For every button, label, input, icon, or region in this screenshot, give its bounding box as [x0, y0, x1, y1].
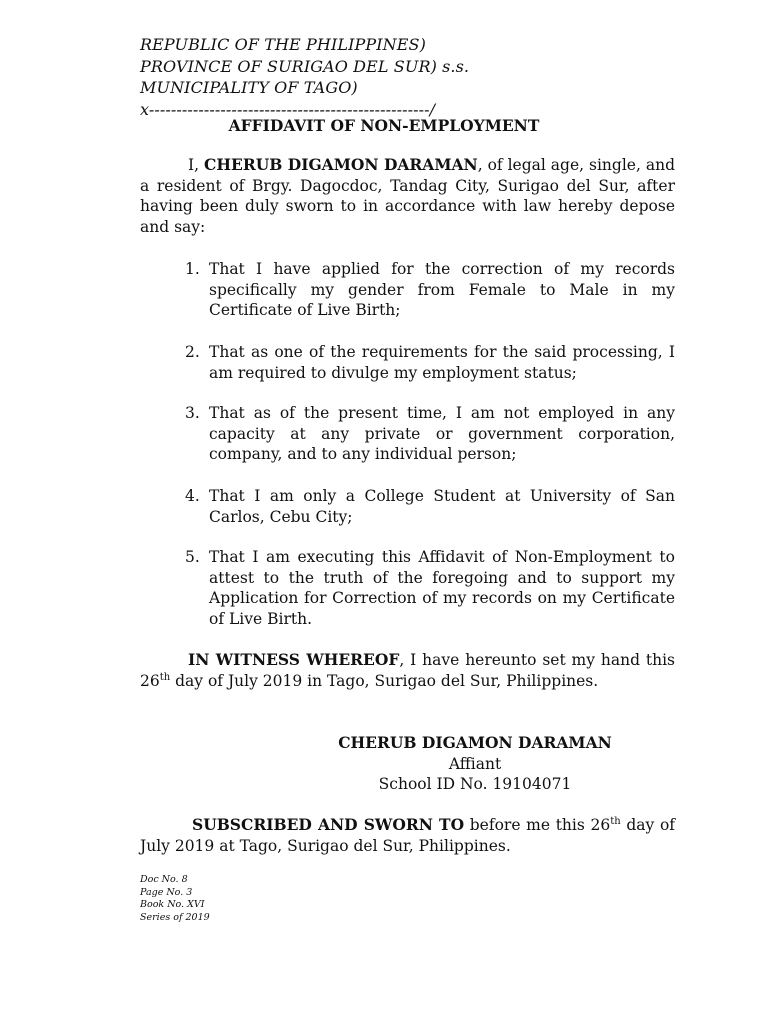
- intro-paragraph: [140, 155, 675, 237]
- header-province: PROVINCE OF SURIGAO DEL SUR) s.s.: [140, 56, 470, 76]
- item-number: 1.: [185, 260, 200, 278]
- signature-role: Affiant: [448, 754, 502, 773]
- sworn-heading: SUBSCRIBED AND SWORN TO: [192, 815, 465, 834]
- book-number: Book No. XVI: [140, 899, 205, 910]
- list-item: [185, 547, 675, 629]
- witness-heading: IN WITNESS WHEREOF: [188, 650, 400, 669]
- signature-name: CHERUB DIGAMON DARAMAN: [338, 733, 612, 752]
- document-title: AFFIDAVIT OF NON-EMPLOYMENT: [228, 116, 540, 135]
- sworn-text-continued: day of July 2019 at Tago, Surigao del Sur, Philippines.: [140, 816, 676, 855]
- witness-text-continued: day of July 2019 in Tago, Surigao del Sur, Philippines.: [170, 671, 599, 690]
- item-number: 4.: [185, 487, 200, 505]
- doc-number: Doc No. 8: [140, 874, 188, 885]
- page-number: Page No. 3: [140, 886, 193, 898]
- header-separator: x---------------------------------------------------/: [140, 99, 436, 119]
- affiant-name: CHERUB DIGAMON DARAMAN: [204, 155, 478, 174]
- item-text: That as one of the requirements for the said processing, I am required to divulge my employment status;: [209, 343, 675, 382]
- item-text: That I am executing this Affidavit of Non-Employment to attest to the truth of the foregoing and to support my Application for Correction of my records on my Certificate of Live Birth.: [209, 548, 675, 628]
- witness-ordinal: th: [159, 671, 171, 683]
- notarial-register: [140, 874, 210, 924]
- item-text: That as of the present time, I am not employed in any capacity at any private or government corporation, company, and to any individual person;: [209, 404, 675, 463]
- list-item: [185, 342, 675, 383]
- sworn-ordinal: th: [610, 815, 621, 827]
- list-item: [185, 403, 675, 465]
- list-item: [185, 259, 675, 321]
- signature-block: [300, 733, 650, 795]
- jurisdiction-header: [140, 34, 469, 120]
- item-text: That I am only a College Student at University of San Carlos, Cebu City;: [209, 487, 675, 526]
- item-number: 3.: [185, 404, 200, 422]
- series-year: Series of 2019: [140, 911, 210, 923]
- header-municipality: MUNICIPALITY OF TAGO): [140, 78, 358, 97]
- item-number: 5.: [185, 548, 200, 566]
- witness-text: , I have hereunto set my hand this 26: [140, 651, 675, 690]
- witness-paragraph: [140, 650, 675, 691]
- sworn-paragraph: [140, 815, 675, 856]
- list-item: [185, 486, 675, 527]
- intro-text: , of legal age, single, and a resident of Brgy. Dagocdoc, Tandag City, Surigao del Sur, after having been duly sworn to in accordance with law hereby depose and say:: [140, 156, 675, 236]
- item-number: 2.: [185, 343, 200, 361]
- intro-prefix: I,: [188, 156, 200, 174]
- item-text: That I have applied for the correction of my records specifically my gender from Female to Male in my Certificate of Live Birth;: [209, 260, 675, 319]
- header-republic: REPUBLIC OF THE PHILIPPINES): [140, 35, 426, 54]
- signature-school-id: School ID No. 19104071: [378, 775, 572, 793]
- sworn-text: before me this 26: [464, 816, 611, 834]
